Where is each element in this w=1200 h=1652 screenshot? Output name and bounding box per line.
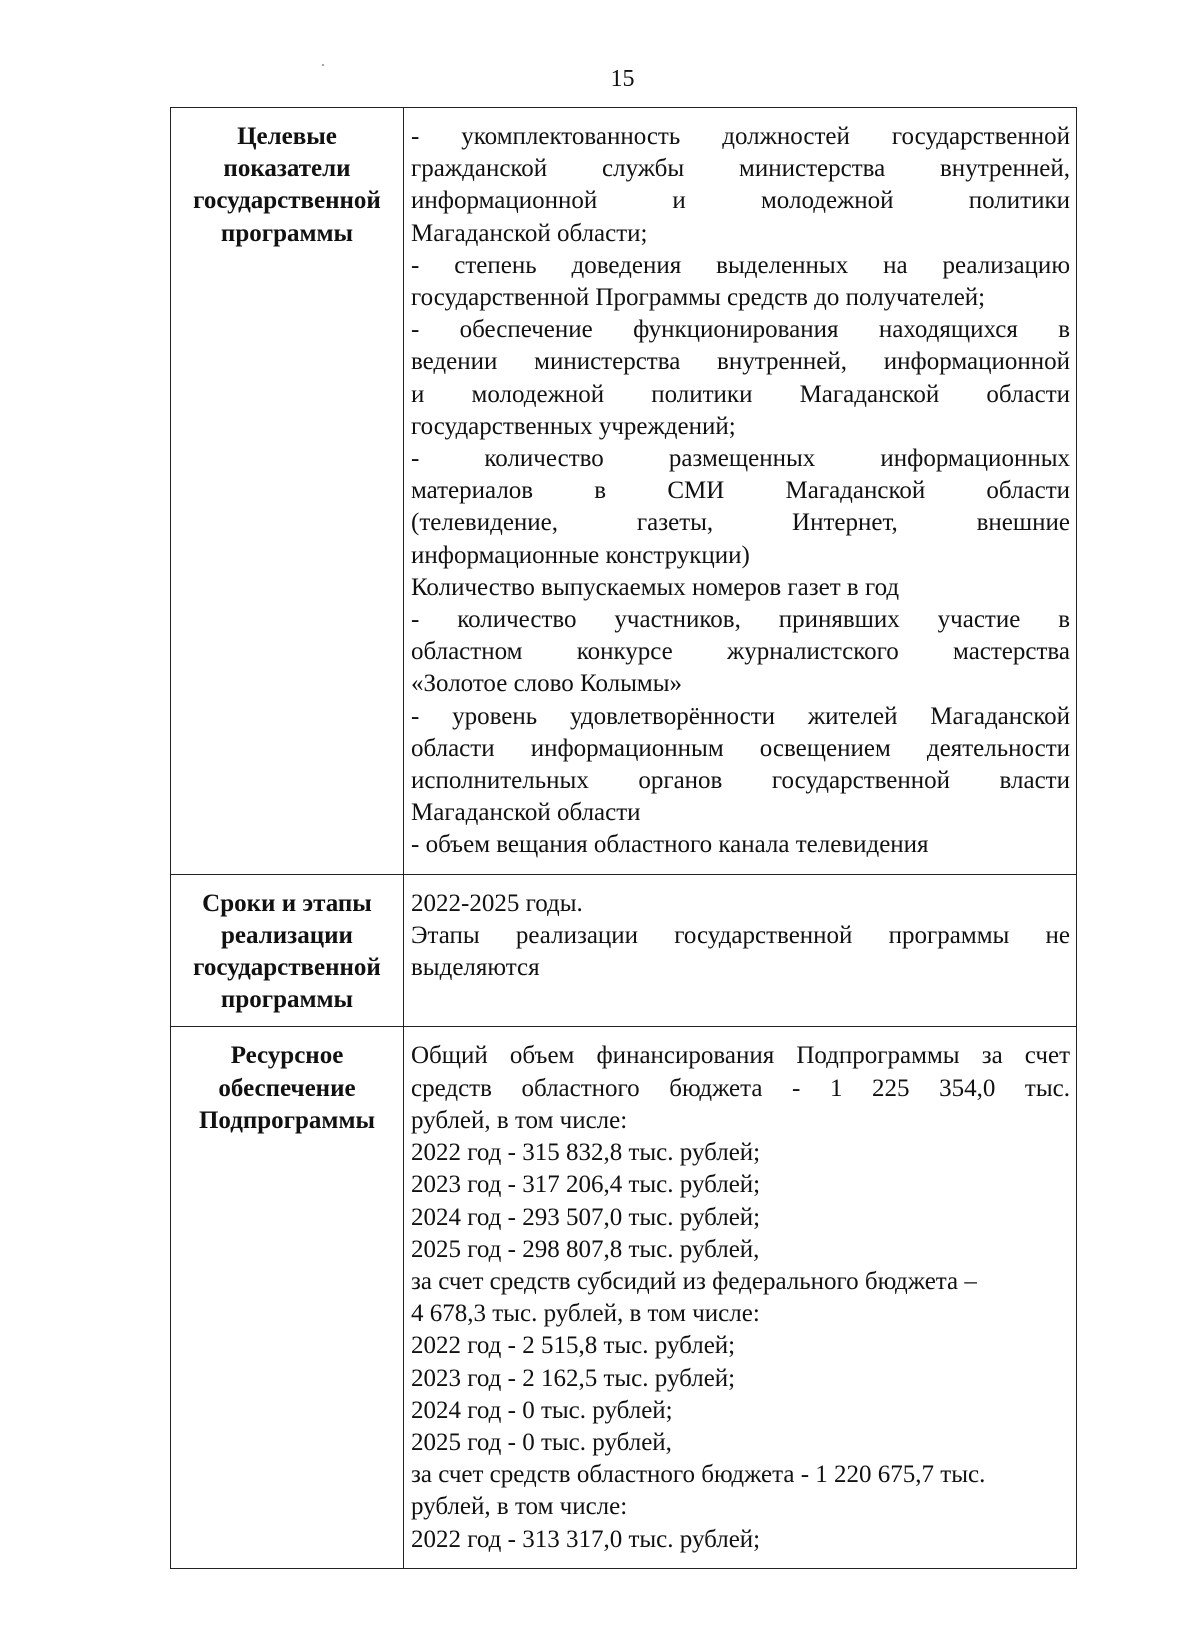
row-value-line: исполнительных органов государственной власти [411, 767, 1070, 795]
row-value-line: 2022 год - 313 317,0 тыс. рублей; [411, 1525, 761, 1553]
row-value-line: - уровень удовлетворённости жителей Магаданской [411, 702, 1070, 730]
row-value-line: Этапы реализации государственной программы не [411, 921, 1070, 949]
row-value-line: 2024 год - 0 тыс. рублей; [411, 1396, 673, 1424]
row-value-line: Общий объем финансирования Подпрограммы за счет [411, 1042, 1070, 1070]
row-value-line: - степень доведения выделенных на реализацию [411, 251, 1070, 279]
row-value-line: рублей, в том числе: [411, 1493, 628, 1521]
row-label-line: государственной [193, 187, 381, 215]
row-value-line: информационной и молодежной политики [411, 187, 1070, 215]
row-label-line: Сроки и этапы [202, 889, 372, 917]
row-value-line: гражданской службы министерства внутренней, [411, 155, 1070, 183]
row-label-line: государственной [193, 954, 381, 982]
row-value-line: государственных учреждений; [411, 412, 736, 440]
row-label-line: Целевые [237, 123, 337, 150]
row-label-line: программы [220, 219, 354, 247]
row-value-line: 2023 год - 317 206,4 тыс. рублей; [411, 1171, 761, 1199]
row-value-line: - обеспечение функционирования находящихся в [411, 316, 1070, 344]
row-value-line: средств областного бюджета - 1 225 354,0 тыс. [411, 1074, 1070, 1102]
row-value-line: 4 678,3 тыс. рублей, в том числе: [411, 1300, 760, 1328]
row-value-line: 2025 год - 298 807,8 тыс. рублей, [411, 1235, 760, 1263]
row-value-line: Магаданской области [411, 799, 641, 827]
table-row [171, 874, 1077, 1027]
row-value-line: государственной Программы средств до получателей; [411, 284, 986, 312]
row-value-line: 2023 год - 2 162,5 тыс. рублей; [411, 1364, 736, 1392]
row-label-line: обеспечение [218, 1074, 356, 1102]
row-value-line: областном конкурсе журналистского мастерства [411, 638, 1070, 666]
row-value-line: - укомплектованность должностей государственной [411, 123, 1070, 150]
row-value-line: ведении министерства внутренней, информационной [411, 348, 1070, 376]
row-label-line: Ресурсное [230, 1042, 344, 1070]
row-value-line: 2025 год - 0 тыс. рублей, [411, 1428, 672, 1456]
row-value-line: Количество выпускаемых номеров газет в год [411, 573, 900, 601]
row-value-line: области информационным освещением деятельности [411, 734, 1070, 762]
page-number: 15 [610, 66, 635, 92]
row-value-cell [404, 874, 1077, 1027]
row-value-line: за счет средств субсидий из федерального бюджета – [411, 1267, 977, 1295]
row-value-cell [404, 1027, 1077, 1568]
row-value-line: 2024 год - 293 507,0 тыс. рублей; [411, 1203, 761, 1231]
row-value-line: - количество участников, принявших участие в [411, 606, 1070, 634]
row-value-line: за счет средств областного бюджета - 1 220 675,7 тыс. [411, 1461, 986, 1489]
row-value-line: информационные конструкции) [411, 541, 750, 569]
row-value-line: Магаданской области; [411, 219, 648, 247]
row-label-cell [171, 1027, 404, 1568]
row-label-line: показатели [223, 155, 351, 183]
row-label-cell [171, 874, 404, 1027]
row-label-line: Подпрограммы [198, 1106, 375, 1134]
row-label-line: программы [220, 986, 354, 1014]
row-value-line: рублей, в том числе: [411, 1106, 628, 1134]
row-value-line: - количество размещенных информационных [411, 445, 1070, 473]
row-value-line: (телевидение, газеты, Интернет, внешние [411, 509, 1070, 537]
row-value-cell [404, 108, 1077, 875]
row-value-line: 2022 год - 315 832,8 тыс. рублей; [411, 1139, 761, 1167]
row-value-line: «Золотое слово Колымы» [411, 670, 683, 698]
row-value-line: - объем вещания областного канала телевидения [411, 831, 929, 859]
row-value-line: выделяются [411, 954, 540, 982]
row-value-line: 2022-2025 годы. [411, 889, 583, 917]
row-value-line: и молодежной политики Магаданской области [411, 380, 1070, 408]
row-label-cell [171, 108, 404, 875]
row-value-line: материалов в СМИ Магаданской области [411, 477, 1070, 505]
table-row [171, 108, 1077, 875]
passport-table [170, 107, 1077, 1569]
row-label-line: реализации [221, 921, 353, 949]
row-value-line: 2022 год - 2 515,8 тыс. рублей; [411, 1332, 736, 1360]
table-row [171, 1027, 1077, 1568]
